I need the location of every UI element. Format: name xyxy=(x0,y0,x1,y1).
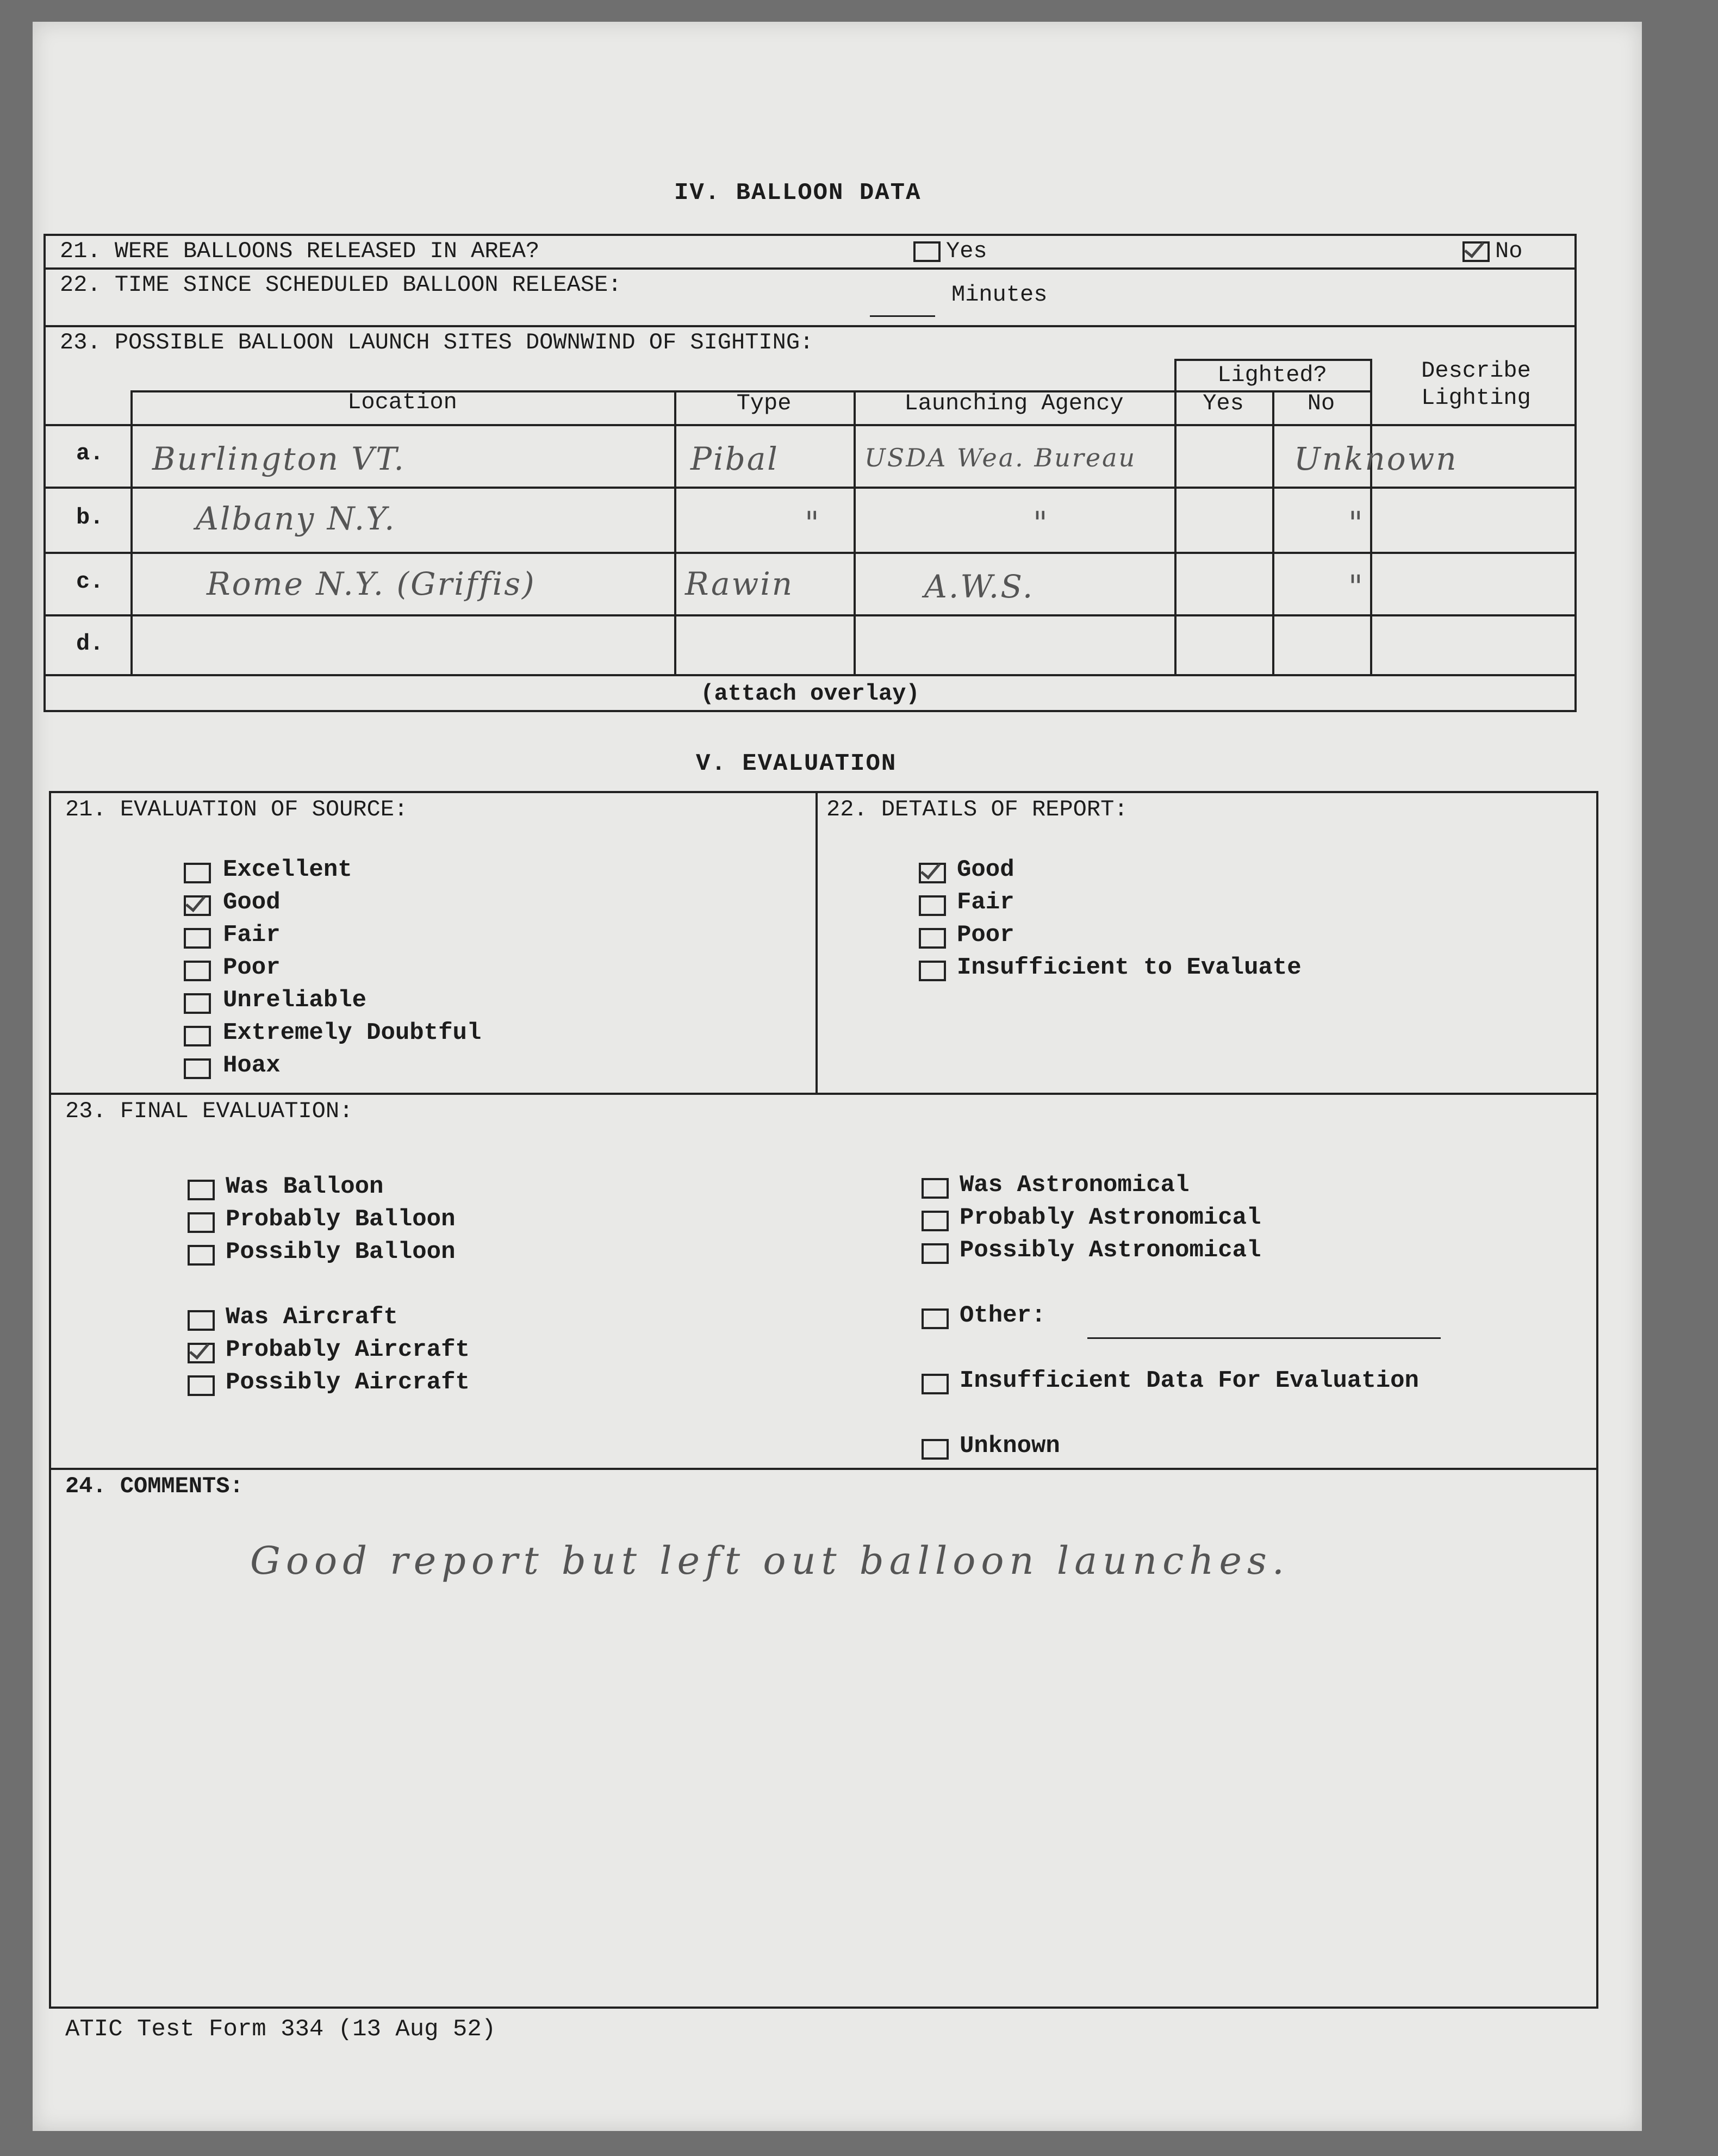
row-c-agency: A.W.S. xyxy=(924,568,1035,605)
source-unreliable-label: Unreliable xyxy=(223,987,367,1014)
final-probably-aircraft-checkbox[interactable] xyxy=(188,1343,215,1363)
describe-header-1: Describe xyxy=(1421,358,1531,384)
final-was-aircraft-checkbox[interactable] xyxy=(188,1310,215,1331)
final-insufficient-data-label: Insufficient Data For Evaluation xyxy=(960,1367,1419,1394)
source-extremely-doubtful-checkbox[interactable] xyxy=(184,1026,211,1046)
q23-label: 23. POSSIBLE BALLOON LAUNCH SITES DOWNWIND OF SIGHTING: xyxy=(60,329,814,356)
row-b-type: " xyxy=(805,504,821,541)
agency-header: Launching Agency xyxy=(904,390,1124,416)
final-insufficient-data-checkbox[interactable] xyxy=(922,1374,949,1394)
final-probably-aircraft-label: Probably Aircraft xyxy=(226,1336,470,1363)
comments-text: Good report but left out balloon launches. xyxy=(250,1538,1290,1583)
lighted-no-header: No xyxy=(1307,390,1335,416)
q21-yes-label: Yes xyxy=(946,238,987,264)
row-a-location: Burlington VT. xyxy=(152,440,406,477)
final-other-field[interactable] xyxy=(1087,1337,1441,1339)
source-unreliable-checkbox[interactable] xyxy=(184,993,211,1014)
final-possibly-aircraft-label: Possibly Aircraft xyxy=(226,1369,470,1396)
type-header: Type xyxy=(736,390,792,416)
details-poor-label: Poor xyxy=(957,921,1014,949)
final-was-balloon-checkbox[interactable] xyxy=(188,1180,215,1200)
location-header: Location xyxy=(347,389,457,415)
final-possibly-astronomical-checkbox[interactable] xyxy=(922,1243,949,1264)
source-good-checkbox[interactable] xyxy=(184,895,211,916)
source-excellent-label: Excellent xyxy=(223,856,352,883)
final-other-checkbox[interactable] xyxy=(922,1308,949,1329)
source-fair-checkbox[interactable] xyxy=(184,928,211,949)
source-good-label: Good xyxy=(223,889,281,916)
source-poor-label: Poor xyxy=(223,954,281,981)
form-footer: ATIC Test Form 334 (13 Aug 52) xyxy=(65,2016,496,2043)
details-good-label: Good xyxy=(957,856,1014,883)
report-details-title: 22. DETAILS OF REPORT: xyxy=(826,796,1128,822)
final-was-astronomical-label: Was Astronomical xyxy=(960,1172,1190,1199)
q22-label: 22. TIME SINCE SCHEDULED BALLOON RELEASE: xyxy=(60,272,622,298)
details-poor-checkbox[interactable] xyxy=(919,928,946,949)
evaluation-section-title: V. EVALUATION xyxy=(696,750,897,777)
final-probably-astronomical-label: Probably Astronomical xyxy=(960,1204,1261,1231)
final-was-balloon-label: Was Balloon xyxy=(226,1173,384,1200)
balloon-section-title: IV. BALLOON DATA xyxy=(674,179,922,207)
final-other-label: Other: xyxy=(960,1302,1046,1329)
final-eval-title: 23. FINAL EVALUATION: xyxy=(65,1098,353,1124)
row-c-location: Rome N.Y. (Griffis) xyxy=(207,565,536,602)
source-fair-label: Fair xyxy=(223,921,281,949)
row-a-type: Pibal xyxy=(690,440,779,477)
final-unknown-checkbox[interactable] xyxy=(922,1439,949,1460)
final-probably-astronomical-checkbox[interactable] xyxy=(922,1211,949,1231)
details-fair-checkbox[interactable] xyxy=(919,895,946,916)
final-probably-balloon-checkbox[interactable] xyxy=(188,1212,215,1233)
row-label-b: b. xyxy=(76,504,104,531)
details-insufficient-checkbox[interactable] xyxy=(919,961,946,981)
row-a-describe: Unknown xyxy=(1294,440,1458,477)
q21-label: 21. WERE BALLOONS RELEASED IN AREA? xyxy=(60,238,540,264)
row-b-no: " xyxy=(1348,504,1365,541)
row-label-d: d. xyxy=(76,631,104,657)
source-extremely-doubtful-label: Extremely Doubtful xyxy=(223,1019,482,1046)
row-b-agency: " xyxy=(1033,504,1049,541)
row-a-agency: USDA Wea. Bureau xyxy=(864,443,1137,472)
details-insufficient-label: Insufficient to Evaluate xyxy=(957,954,1302,981)
final-possibly-balloon-label: Possibly Balloon xyxy=(226,1238,456,1266)
final-possibly-balloon-checkbox[interactable] xyxy=(188,1245,215,1266)
source-poor-checkbox[interactable] xyxy=(184,961,211,981)
q21-no-label: No xyxy=(1495,238,1523,264)
lighted-yes-header: Yes xyxy=(1203,390,1244,416)
source-hoax-checkbox[interactable] xyxy=(184,1058,211,1079)
lighted-header: Lighted? xyxy=(1217,362,1327,388)
attach-overlay-note: (attach overlay) xyxy=(700,681,920,707)
q21-yes-checkbox[interactable] xyxy=(913,241,941,262)
row-label-c: c. xyxy=(76,569,104,595)
source-eval-title: 21. EVALUATION OF SOURCE: xyxy=(65,796,408,822)
row-c-type: Rawin xyxy=(685,565,794,602)
details-good-checkbox[interactable] xyxy=(919,863,946,883)
q22-unit: Minutes xyxy=(951,282,1048,308)
details-fair-label: Fair xyxy=(957,889,1014,916)
form-page xyxy=(33,22,1642,2131)
row-b-location: Albany N.Y. xyxy=(196,500,396,537)
evaluation-box xyxy=(49,791,1598,2009)
final-unknown-label: Unknown xyxy=(960,1432,1060,1460)
source-excellent-checkbox[interactable] xyxy=(184,863,211,883)
q21-no-checkbox[interactable] xyxy=(1462,241,1490,262)
describe-header-2: Lighting xyxy=(1421,385,1531,411)
q22-minutes-field[interactable] xyxy=(870,315,935,317)
final-was-aircraft-label: Was Aircraft xyxy=(226,1304,398,1331)
row-label-a: a. xyxy=(76,440,104,466)
final-possibly-aircraft-checkbox[interactable] xyxy=(188,1375,215,1396)
source-hoax-label: Hoax xyxy=(223,1052,281,1079)
final-was-astronomical-checkbox[interactable] xyxy=(922,1178,949,1199)
row-c-no: " xyxy=(1348,568,1365,605)
final-possibly-astronomical-label: Possibly Astronomical xyxy=(960,1237,1261,1264)
comments-title: 24. COMMENTS: xyxy=(65,1473,244,1499)
final-probably-balloon-label: Probably Balloon xyxy=(226,1206,456,1233)
